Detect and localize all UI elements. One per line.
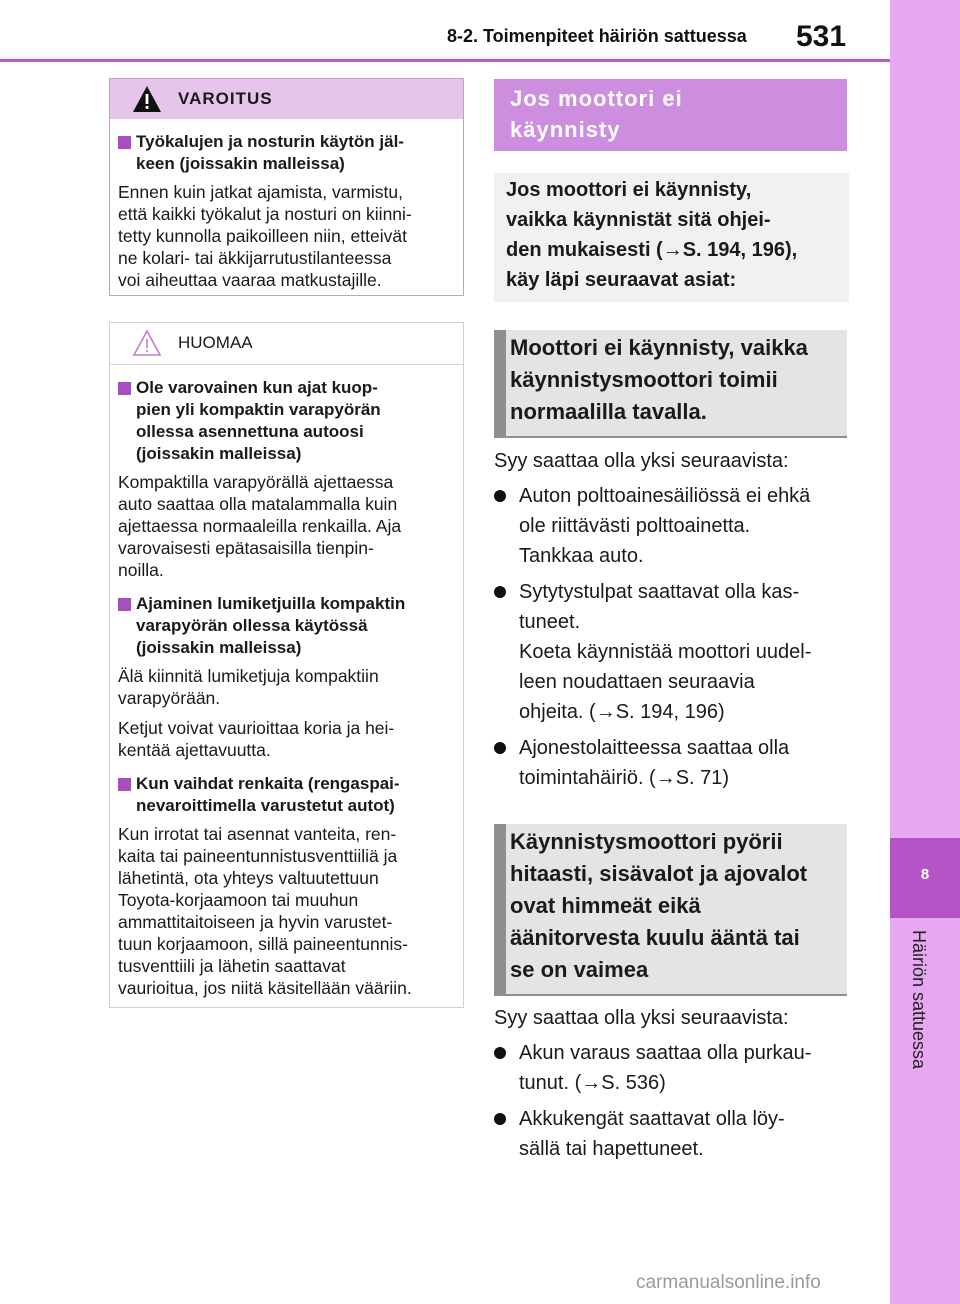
subheading-line: normaalilla tavalla. [510, 399, 707, 424]
square-bullet-icon [118, 382, 131, 395]
item-paragraph [118, 823, 455, 999]
chapter-number: 8 [920, 866, 930, 883]
section-lead: Syy saattaa olla yksi seuraavista: [494, 1007, 789, 1029]
subheading-line: se on vaimea [510, 957, 649, 982]
cause-item [494, 481, 854, 571]
watermark: carmanualsonline.info [636, 1272, 821, 1293]
cause-item [494, 733, 854, 793]
item-text-line: Kompaktilla varapyörällä ajettaessa [118, 472, 394, 492]
caution-triangle-outline-icon [132, 329, 162, 357]
warning-label: VAROITUS [178, 89, 273, 108]
page-header [0, 0, 890, 62]
subheading-normal-cranking [494, 330, 847, 438]
item-title-line: (joissakin malleissa) [136, 444, 302, 463]
square-bullet-icon [118, 778, 131, 791]
warning-triangle-filled-icon [132, 85, 162, 113]
item-text-line: että kaikki työkalut ja nosturi on kiinni- [118, 204, 412, 224]
item-text-line: varovaisesti epätasaisilla tienpin- [118, 538, 374, 558]
item-title-line: pien yli kompaktin varapyörän [136, 400, 381, 419]
intro-line: vaikka käynnistät sitä ohjei- [506, 209, 771, 231]
item-paragraph [118, 181, 455, 291]
section-title: 8-2. Toimenpiteet häiriön sattuessa [447, 26, 747, 46]
cause-item [494, 577, 854, 727]
notice-box-header [110, 323, 463, 365]
item-paragraph [118, 471, 455, 581]
chapter-label: Häiriön sattuessa [909, 930, 929, 1070]
bullet-dot-icon [494, 1047, 506, 1059]
item-title-line: Ajaminen lumiketjuilla kompaktin [136, 594, 406, 613]
cause-line: Auton polttoainesäiliössä ei ehkä [519, 485, 811, 507]
subheading-line: hitaasti, sisävalot ja ajovalot [510, 861, 808, 886]
bullet-dot-icon [494, 1113, 506, 1125]
main-heading [494, 79, 847, 151]
cause-list [494, 1038, 854, 1170]
item-text-line: kentää ajettavuutta. [118, 740, 271, 760]
square-bullet-icon [118, 598, 131, 611]
box-item [118, 377, 455, 581]
item-text-line: voi aiheuttaa vaaraa matkustajille. [118, 270, 382, 290]
intro-line: den mukaisesti (→S. 194, 196), [506, 239, 798, 261]
warning-box-body [110, 131, 463, 291]
cause-item [494, 1038, 854, 1098]
bullet-dot-icon [494, 490, 506, 502]
subheading-line: ovat himmeät eikä [510, 893, 701, 918]
item-title [118, 131, 455, 175]
subheading-line: Moottori ei käynnisty, vaikka [510, 335, 808, 360]
main-heading-line: Jos moottori ei [510, 86, 683, 111]
cause-line: tunut. (→S. 536) [519, 1072, 666, 1094]
item-text-line: Kun irrotat tai asennat vanteita, ren- [118, 824, 397, 844]
cause-line: leen noudattaen seuraavia [519, 671, 755, 693]
cause-line: tuneet. [519, 611, 581, 633]
item-text-line: lähetintä, ota yhteys valtuutettuun [118, 868, 379, 888]
item-text-line: vaurioitua, jos niitä käsitellään vääriin. [118, 978, 412, 998]
item-text-line: Älä kiinnitä lumiketjuja kompaktiin [118, 666, 379, 686]
cause-line: ohjeita. (→S. 194, 196) [519, 701, 725, 723]
square-bullet-icon [118, 136, 131, 149]
item-title [118, 377, 455, 465]
item-title-line: Kun vaihdat renkaita (rengaspai- [136, 774, 400, 793]
cause-line: Akun varaus saattaa olla purkau- [519, 1042, 812, 1064]
item-paragraph [118, 665, 455, 709]
box-item [118, 593, 455, 761]
chapter-side-tab [890, 0, 960, 1304]
section-lead: Syy saattaa olla yksi seuraavista: [494, 450, 789, 472]
item-text-line: Toyota-korjaamoon tai muuhun [118, 890, 359, 910]
main-heading-line: käynnisty [510, 117, 621, 142]
page-number: 531 [796, 20, 847, 53]
notice-box-body [110, 377, 463, 999]
cause-line: Tankkaa auto. [519, 545, 644, 567]
item-title [118, 773, 455, 817]
item-text-line: tetty kunnolla paikoilleen niin, etteivät [118, 226, 407, 246]
item-text-line: tusventtiili ja lähetin saattavat [118, 956, 346, 976]
item-text-line: Ketjut voivat vaurioittaa koria ja hei- [118, 718, 395, 738]
item-text-line: tuun korjaamoon, sillä paineentunnis- [118, 934, 408, 954]
cause-item [494, 1104, 854, 1164]
subheading-line: äänitorvesta kuulu ääntä tai [510, 925, 800, 950]
warning-box [109, 78, 464, 296]
cause-list [494, 481, 854, 799]
item-text-line: noilla. [118, 560, 164, 580]
item-title-line: nevaroittimella varustetut autot) [136, 796, 395, 815]
cause-line: Ajonestolaitteessa saattaa olla [519, 737, 790, 759]
cause-line: Akkukengät saattavat olla löy- [519, 1108, 785, 1130]
item-text-line: varapyörään. [118, 688, 221, 708]
subheading-line: käynnistysmoottori toimii [510, 367, 778, 392]
box-item [118, 773, 455, 999]
item-text-line: Ennen kuin jatkat ajamista, varmistu, [118, 182, 403, 202]
intro-block [494, 173, 849, 302]
box-item [118, 131, 455, 291]
cause-line: toimintahäiriö. (→S. 71) [519, 767, 730, 789]
notice-box [109, 322, 464, 1008]
intro-line: Jos moottori ei käynnisty, [506, 179, 752, 201]
item-title-line: Ole varovainen kun ajat kuop- [136, 378, 378, 397]
cause-line: Koeta käynnistää moottori uudel- [519, 641, 812, 663]
bullet-dot-icon [494, 586, 506, 598]
item-text-line: ammattitaitoiseen ja hyvin varustet- [118, 912, 393, 932]
item-title [118, 593, 455, 659]
item-text-line: ajettaessa normaaleilla renkailla. Aja [118, 516, 402, 536]
item-text-line: auto saattaa olla matalammalla kuin [118, 494, 398, 514]
cause-line: ole riittävästi polttoainetta. [519, 515, 751, 537]
warning-box-header [110, 79, 463, 119]
item-text-line: ne kolari- tai äkkijarrutustilanteessa [118, 248, 392, 268]
item-title-line: Työkalujen ja nosturin käytön jäl- [136, 132, 404, 151]
item-title-line: ollessa asennettuna autoosi [136, 422, 364, 441]
cause-line: Sytytystulpat saattavat olla kas- [519, 581, 800, 603]
intro-line: käy läpi seuraavat asiat: [506, 269, 737, 291]
item-title-line: (joissakin malleissa) [136, 638, 302, 657]
notice-label: HUOMAA [178, 333, 253, 352]
subheading-slow-cranking [494, 824, 847, 996]
item-text-line: kaita tai paineentunnistusventtiiliä ja [118, 846, 398, 866]
bullet-dot-icon [494, 742, 506, 754]
cause-line: sällä tai hapettuneet. [519, 1138, 704, 1160]
subheading-line: Käynnistysmoottori pyörii [510, 829, 783, 854]
item-title-line: varapyörän ollessa käytössä [136, 616, 368, 635]
item-paragraph [118, 717, 455, 761]
item-title-line: keen (joissakin malleissa) [136, 154, 345, 173]
